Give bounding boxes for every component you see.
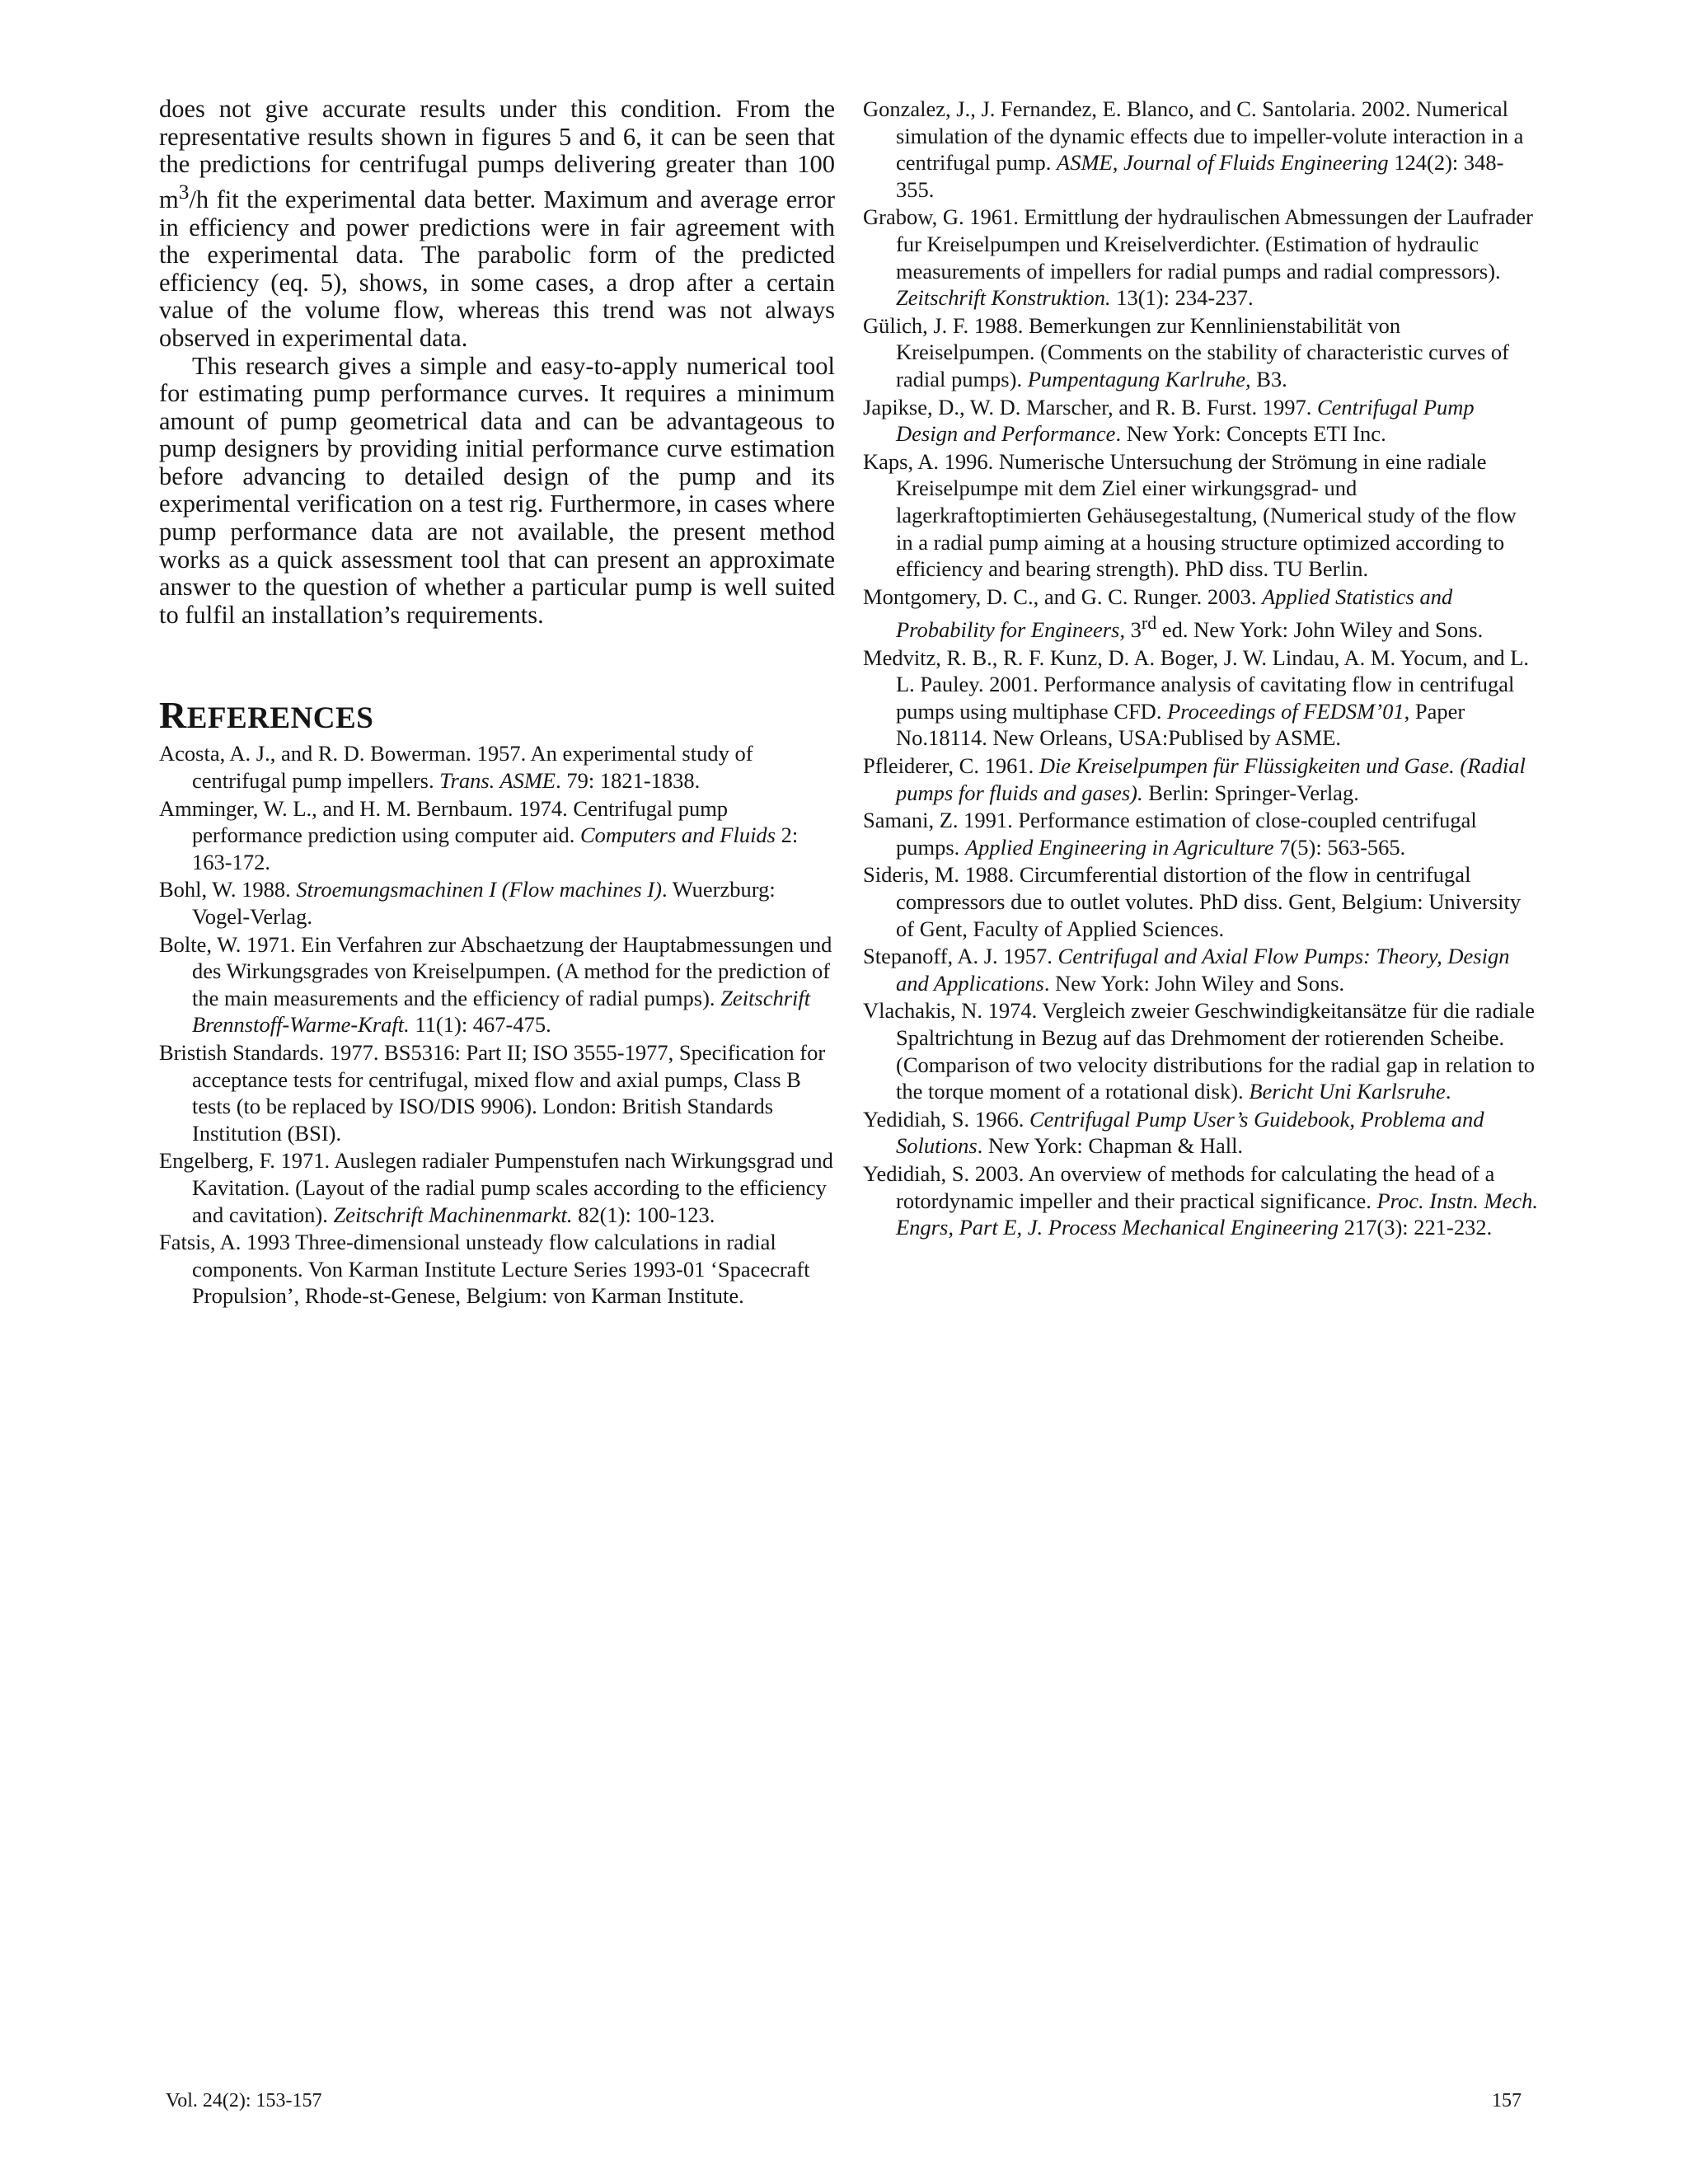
reference-item: Bristish Standards. 1977. BS5316: Part II; ISO 3555-1977, Specification for acceptance tests for centrifugal, mixed flow and axial pumps, Class B tests (to be replaced by ISO/DIS 9906). London: British Standards Institution (BSI).	[159, 1039, 826, 1146]
reference-item: Grabow, G. 1961. Ermittlung der hydraulischen Abmessungen der Laufrader fur Kreiselpumpen und Kreiselverdichter. (Estimation of hydraulic measurements of impellers for radial pumps and radial compressors). Zeitschrift Konstruktion. 13(1): 234-237.	[863, 204, 1533, 311]
reference-item: Fatsis, A. 1993 Three-dimensional unsteady flow calculations in radial components. Von Karman Institute Lecture Series 1993-01 ‘Spacecraft Propulsion’, Rhode-st-Genese, Belgium: von Karman Institute.	[159, 1230, 810, 1309]
reference-item: Kaps, A. 1996. Numerische Untersuchung der Strömung in eine radiale Kreiselpumpe mit dem Ziel einer wirkungsgrad- und lagerkraftoptimierten Gehäusegestaltung, (Numerical study of the flow in a radial pump aiming at a housing structure optimized according to efficiency and bearing strength). PhD diss. TU Berlin.	[863, 448, 1517, 582]
footer-page-number: 157	[1492, 2090, 1522, 2111]
reference-item: Yedidiah, S. 2003. An overview of methods for calculating the head of a rotordynamic impeller and their practical significance. Proc. Instn. Mech. Engrs, Part E, J. Process Mechanical Engineering 217(3): 221-232.	[863, 1160, 1539, 1240]
reference-item: Stepanoff, A. J. 1957. Centrifugal and Axial Flow Pumps: Theory, Design and Applications. New York: John Wiley and Sons.	[863, 944, 1510, 996]
references-list-left	[159, 740, 835, 1309]
footer-volume: Vol. 24(2): 153-157	[166, 2090, 322, 2111]
reference-item: Sideris, M. 1988. Circumferential distortion of the flow in centrifugal compressors due to outlet volutes. PhD diss. Gent, Belgium: University of Gent, Faculty of Applied Sciences.	[863, 862, 1522, 941]
reference-item: Pfleiderer, C. 1961. Die Kreiselpumpen für Flüssigkeiten und Gase. (Radial pumps for fluids and gases). Berlin: Springer-Verlag.	[863, 753, 1526, 805]
right-column	[863, 96, 1539, 1242]
reference-item: Bohl, W. 1988. Stroemungsmachinen I (Flow machines I). Wuerzburg: Vogel-Verlag.	[159, 877, 776, 929]
reference-item: Bolte, W. 1971. Ein Verfahren zur Abschaetzung der Hauptabmessungen und des Wirkungsgrades von Kreiselpumpen. (A method for the prediction of the main measurements and the efficiency of radial pumps). Zeitschrift Brennstoff-Warme-Kraft. 11(1): 467-475.	[159, 931, 832, 1038]
reference-item: Acosta, A. J., and R. D. Bowerman. 1957. An experimental study of centrifugal pump impellers. Trans. ASME. 79: 1821-1838.	[159, 741, 753, 794]
reference-item: Montgomery, D. C., and G. C. Runger. 2003. Applied Statistics and Probability for Engineers, 3rd ed. New York: John Wiley and Sons.	[863, 583, 1484, 643]
reference-item: Gonzalez, J., J. Fernandez, E. Blanco, and C. Santolaria. 2002. Numerical simulation of the dynamic effects due to impeller-volute interaction in a centrifugal pump. ASME, Journal of Fluids Engineering 124(2): 348-355.	[863, 96, 1524, 202]
reference-item: Samani, Z. 1991. Performance estimation of close-coupled centrifugal pumps. Applied Engineering in Agriculture 7(5): 563-565.	[863, 808, 1477, 860]
reference-item: Japikse, D., W. D. Marscher, and R. B. Furst. 1997. Centrifugal Pump Design and Performance. New York: Concepts ETI Inc.	[863, 394, 1475, 447]
references-list-right	[863, 96, 1539, 1241]
body-paragraph: This research gives a simple and easy-to-apply numerical tool for estimating pump performance curves. It requires a minimum amount of pump geometrical data and can be advantageous to pump designers by providing initial performance curve estimation before advancing to detailed design of the pump and its experimental verification on a test rig. Furthermore, in cases where pump performance data are not available, the present method works as a quick assessment tool that can present an approximate answer to the question of whether a particular pump is well suited to fulfil an installation’s requirements.	[159, 351, 835, 629]
reference-item: Gülich, J. F. 1988. Bemerkungen zur Kennlinienstabilität von Kreiselpumpen. (Comments on the stability of characteristic curves of radial pumps). Pumpentagung Karlruhe, B3.	[863, 312, 1509, 391]
reference-item: Vlachakis, N. 1974. Vergleich zweier Geschwindigkeitansätze für die radiale Spaltrichtung in Bezug auf das Drehmoment der rotierenden Scheibe. (Comparison of two velocity distributions for the radial gap in relation to the torque moment of a rotational disk). Bericht Uni Karlsruhe.	[863, 998, 1536, 1104]
reference-item: Amminger, W. L., and H. M. Bernbaum. 1974. Centrifugal pump performance prediction using computer aid. Computers and Fluids 2: 163-172.	[159, 795, 799, 874]
left-column	[159, 96, 835, 1310]
reference-item: Engelberg, F. 1971. Auslegen radialer Pumpenstufen nach Wirkungsgrad und Kavitation. (Layout of the radial pump scales according to the efficiency and cavitation). Zeitschrift Machinenmarkt. 82(1): 100-123.	[159, 1148, 833, 1227]
references-heading: REFERENCES	[159, 694, 374, 737]
reference-item: Medvitz, R. B., R. F. Kunz, D. A. Boger, J. W. Lindau, A. M. Yocum, and L. L. Pauley. 2001. Performance analysis of cavitating flow in centrifugal pumps using multiphase CFD. Proceedings of FEDSM’01, Paper No.18114. New Orleans, USA:Publised by ASME.	[863, 644, 1530, 751]
reference-item: Yedidiah, S. 1966. Centrifugal Pump User’s Guidebook, Problema and Solutions. New York: Chapman & Hall.	[863, 1106, 1484, 1159]
body-paragraph: does not give accurate results under this condition. From the representative results shown in figures 5 and 6, it can be seen that the predictions for centrifugal pumps delivering greater than 100 $m^3/h$ fit the experimental data better. Maximum and average error in efficiency and power predictions were in fair agreement with the experimental data. The parabolic form of the predicted efficiency (eq. 5), shows, in some cases, a drop after a certain value of the volume flow, whereas this trend was not always observed in experimental data.	[159, 95, 835, 352]
